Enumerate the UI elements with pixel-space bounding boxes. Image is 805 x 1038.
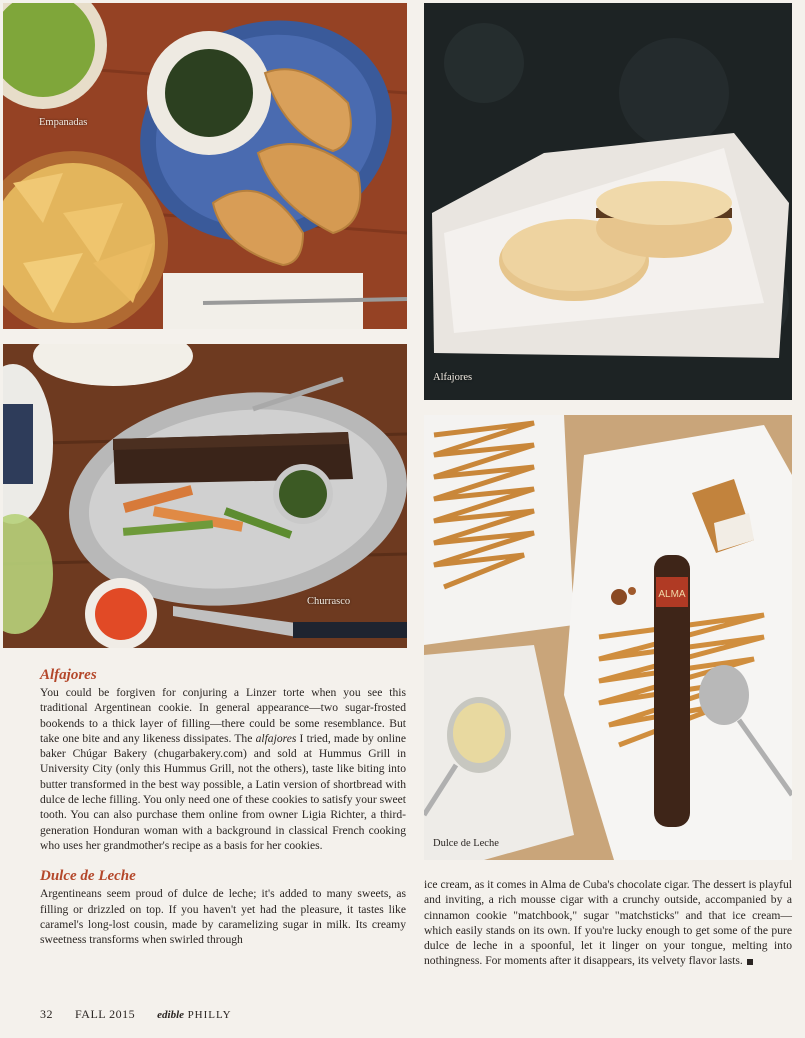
dulce-de-leche-paragraph: Argentineans seem proud of dulce de leche; it's added to many sweets, as filling or drizzled on top. If you haven't yet had the pleasure, it tastes like caramel's long-lost cousin, made by caramelizing sugar in milk. Its creamy sweetness transforms when swirled through	[40, 887, 406, 947]
churrasco-caption: Churrasco	[307, 596, 351, 607]
right-text-column	[424, 877, 792, 969]
alfajores-text-part-1: You could be forgiven for conjuring a Linzer torte when you see this traditional Argentinean cookie. In general appearance—two sugar-frosted bookends to a thick layer of filling—there could be some resemblance. But take one bite and any likeness dissipates. The	[40, 686, 406, 745]
left-text-column	[40, 666, 406, 947]
dulce-de-leche-continued-paragraph	[424, 877, 792, 969]
svg-text:ALMA: ALMA	[658, 589, 686, 600]
brand-edible: edible	[157, 1009, 185, 1021]
page-footer	[40, 1007, 232, 1022]
alfajores-text-part-2: I tried, made by online baker Chúgar Bakery (chugarbakery.com) and sold at Hummus Grill in University City (only this Hummus Grill, not the others), taste like biting into butter transformed in the best way possible, a Latin version of shortbread with dulce de leche filling. You only need one of these cookies to satisfy your sweet tooth. You can also purchase them online from owner Ligia Richter, a third-generation Honduran woman with a background in classical French cooking who uses her grandmother's recipe as a basis for her cookies.	[40, 731, 406, 852]
alfajores-caption: Alfajores	[433, 372, 473, 383]
issue-label: FALL 2015	[75, 1007, 136, 1021]
dulce-de-leche-photo	[424, 415, 792, 860]
alfajores-paragraph	[40, 685, 406, 853]
dulce-de-leche-caption: Dulce de Leche	[433, 838, 499, 849]
alfajores-heading: Alfajores	[40, 667, 97, 683]
dulce-de-leche-continued-text: ice cream, as it comes in Alma de Cuba's chocolate cigar. The dessert is playful and inviting, a rich mousse cigar with a crunchy outside, accompanied by a cinnamon cookie "matchbook," sugar "matchsticks" and that ice cream—which easily stands on its own. If you're lucky enough to get some of the pure dulce de leche in a spoonful, let it linger on your tongue, melting into nothingness. For moments after it disappears, its velvety flavor lasts.	[424, 878, 792, 968]
magazine-brand	[157, 1007, 231, 1022]
alfajores-photo	[424, 3, 792, 400]
dulce-de-leche-heading: Dulce de Leche	[40, 868, 136, 885]
alfajores-italic-word: alfajores	[255, 731, 297, 745]
brand-philly: PHILLY	[187, 1009, 232, 1021]
empanadas-caption: Empanadas	[39, 117, 88, 128]
page-number: 32	[40, 1007, 53, 1021]
end-of-article-mark	[747, 959, 753, 965]
empanadas-photo	[3, 3, 407, 329]
